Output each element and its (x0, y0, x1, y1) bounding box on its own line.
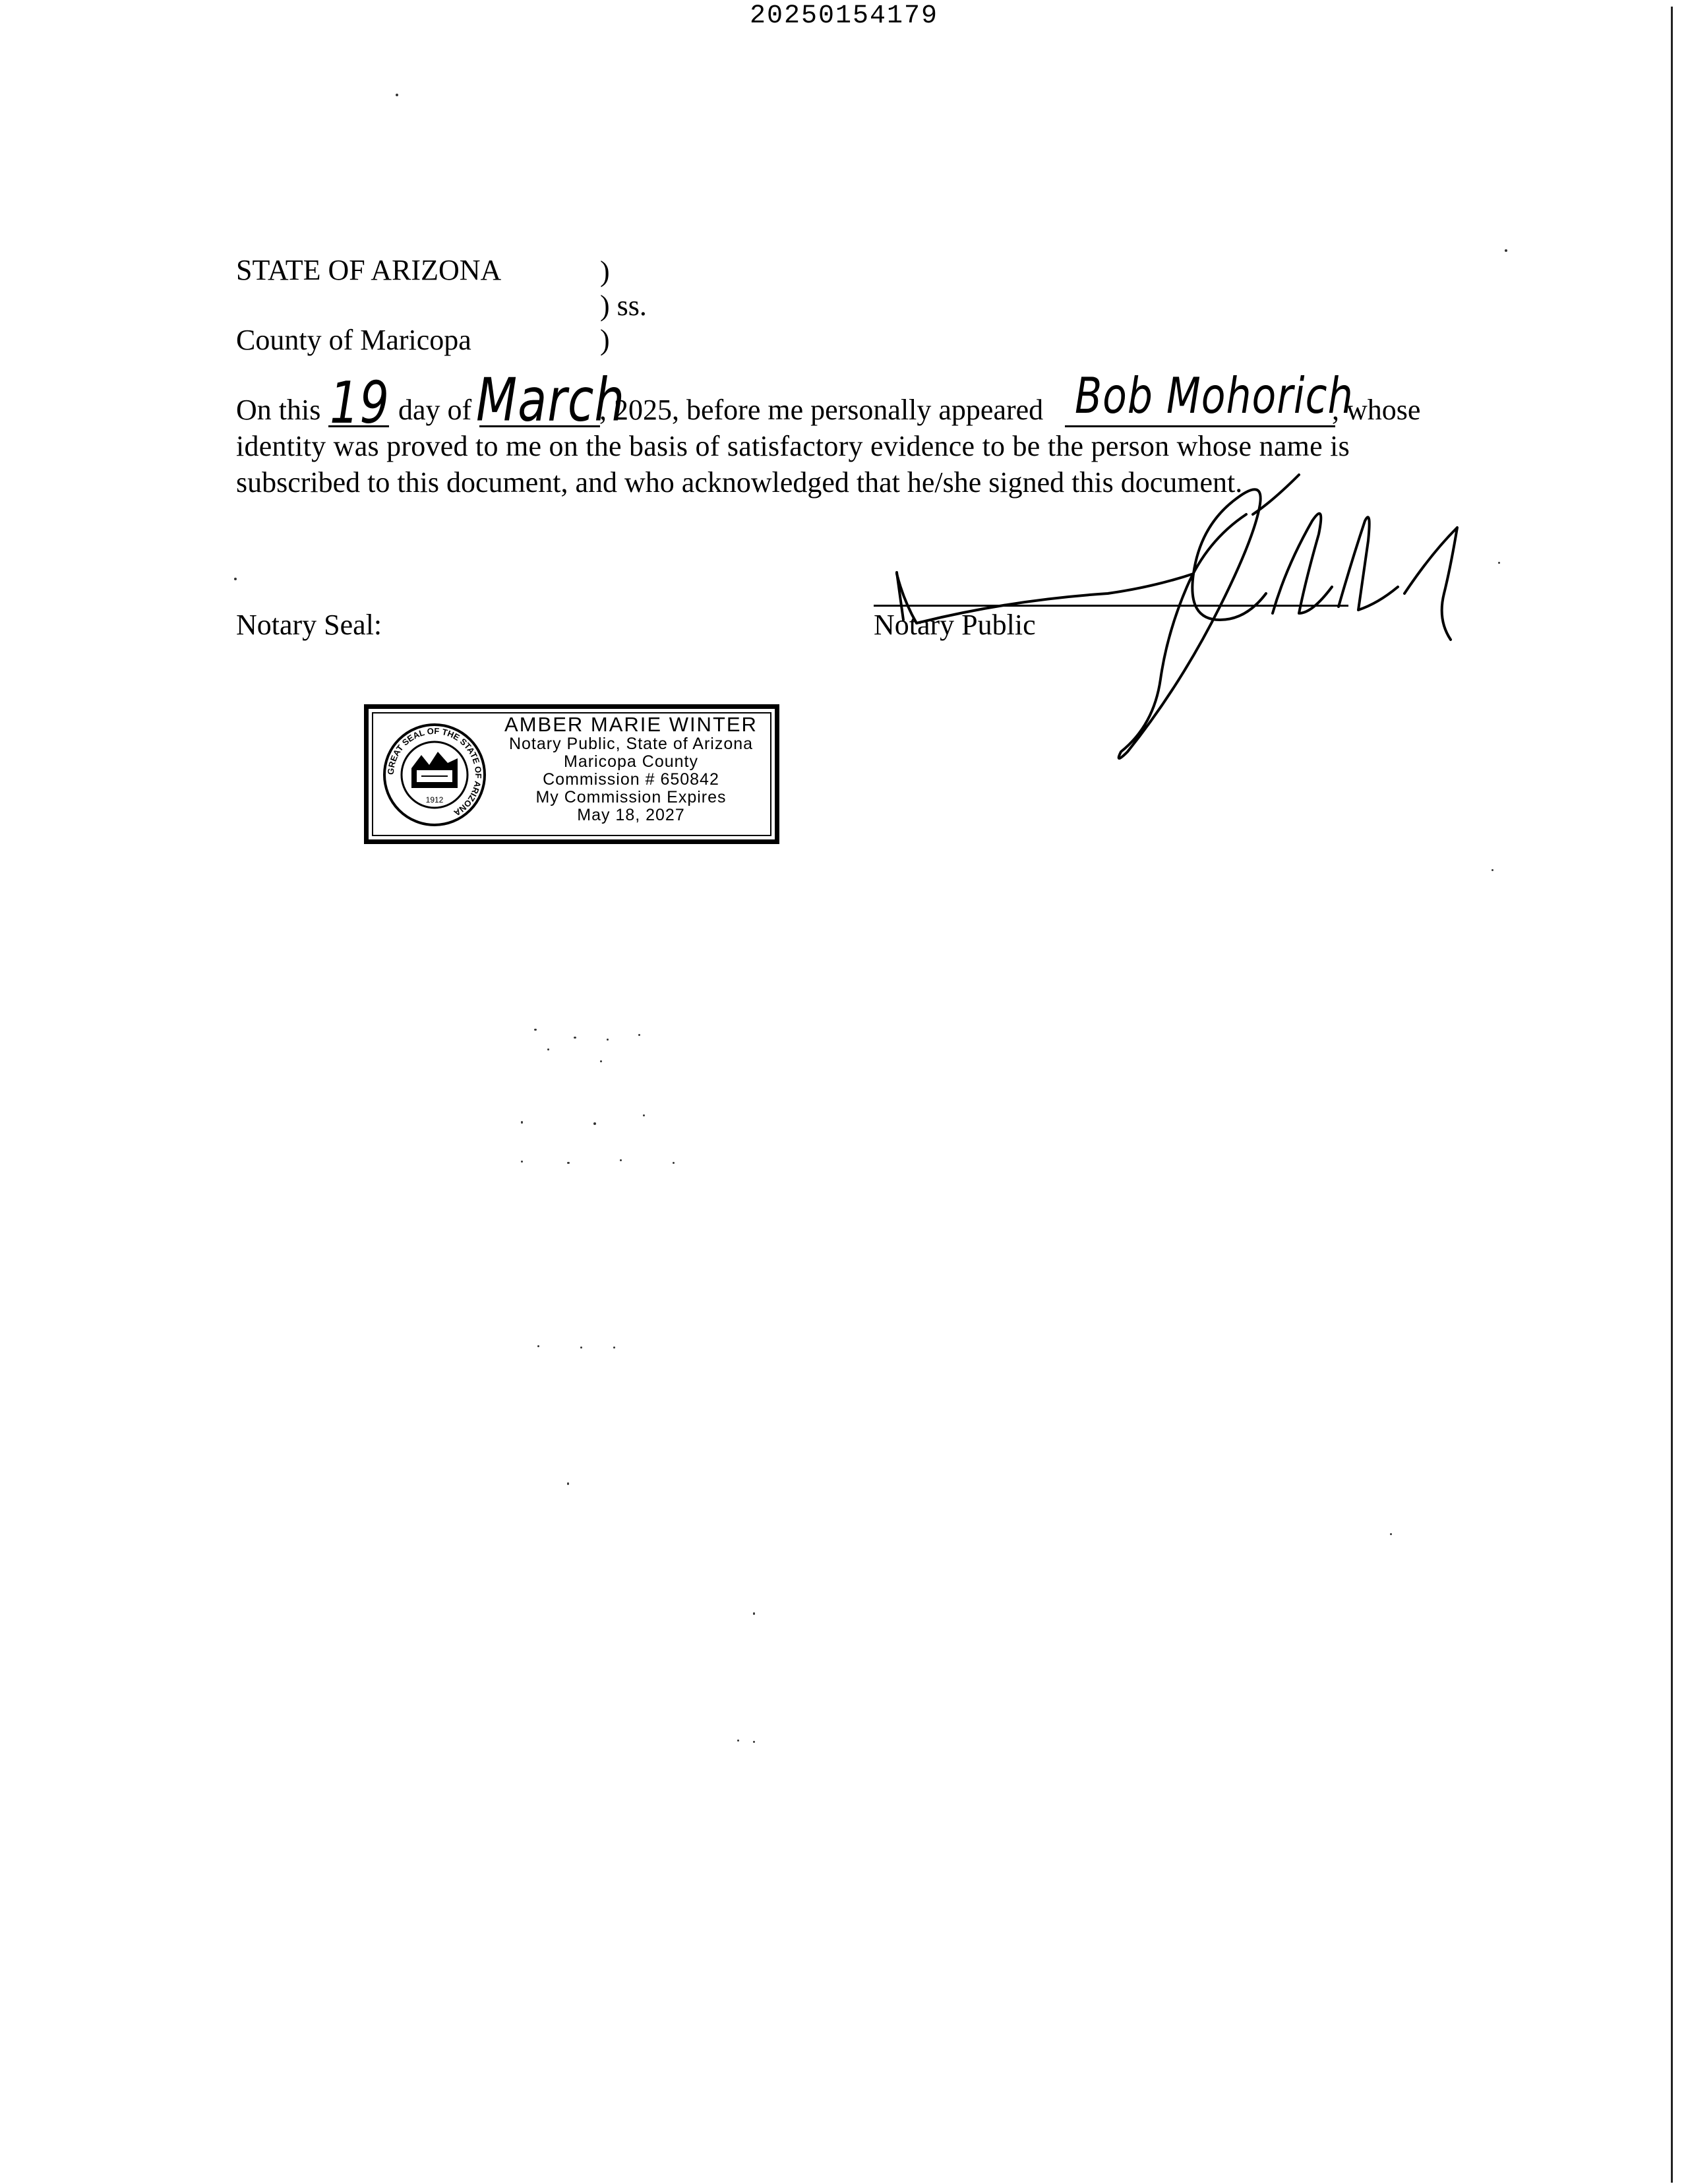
month-handwritten: March (476, 365, 626, 435)
speck (521, 1161, 523, 1163)
state-line: STATE OF ARIZONA (236, 254, 502, 286)
stamp-commission: Commission # 650842 (543, 770, 719, 789)
speck (1492, 869, 1493, 871)
venue-paren-3: ) (600, 324, 610, 356)
speck (1498, 562, 1500, 564)
stamp-expires-label: My Commission Expires (535, 788, 727, 806)
speck (1390, 1533, 1392, 1535)
whose-text: , whose (1332, 394, 1421, 426)
notary-seal-label: Notary Seal: (236, 609, 382, 641)
speck (396, 94, 398, 96)
seal-year: 1912 (425, 795, 444, 804)
stamp-expires-date: May 18, 2027 (577, 806, 685, 824)
speck (643, 1114, 645, 1116)
speck (574, 1037, 576, 1039)
notary-signature (877, 462, 1470, 772)
speck (234, 578, 237, 580)
day-handwritten: 19 (330, 369, 390, 437)
arizona-seal-icon (382, 722, 487, 828)
notary-stamp (364, 704, 779, 844)
speck (638, 1034, 640, 1036)
acknowledgment-line-2: identity was proved to me on the basis of satisfactory evidence to be the person whose name is (236, 430, 1350, 462)
on-this-text: On this (236, 394, 321, 426)
venue-paren-1: ) (600, 255, 610, 288)
person-handwritten: Bob Mohorich (1075, 367, 1354, 425)
seal-ring-text: GREAT SEAL OF THE STATE OF ARIZONA (385, 725, 484, 818)
notary-public-label: Notary Public (874, 609, 1036, 641)
speck (753, 1612, 755, 1615)
scan-edge-rule (1671, 7, 1673, 2183)
stamp-county: Maricopa County (564, 752, 698, 771)
speck (567, 1482, 569, 1485)
speck (620, 1159, 622, 1161)
speck (1505, 249, 1507, 252)
speck (593, 1122, 596, 1125)
stamp-notary-name: AMBER MARIE WINTER (504, 713, 758, 736)
speck (607, 1039, 609, 1041)
speck (673, 1162, 675, 1164)
person-blank (1065, 425, 1335, 427)
stamp-text-block (486, 714, 776, 824)
speck (737, 1740, 739, 1742)
year-text: , 2025, before me personally appeared (599, 394, 1044, 426)
document-number: 20250154179 (749, 1, 939, 31)
venue-ss: ) ss. (600, 289, 647, 322)
county-line: County of Maricopa (236, 324, 471, 356)
speck (521, 1121, 523, 1124)
speck (613, 1347, 615, 1349)
speck (547, 1048, 549, 1050)
speck (534, 1029, 537, 1031)
speck (580, 1347, 582, 1349)
speck (537, 1345, 539, 1347)
acknowledgment-line-3: subscribed to this document, and who acknowledged that he/she signed this document. (236, 466, 1243, 499)
speck (753, 1741, 755, 1743)
day-of-text: day of (398, 394, 472, 426)
speck (567, 1162, 570, 1164)
stamp-title: Notary Public, State of Arizona (508, 735, 754, 753)
speck (600, 1060, 602, 1062)
